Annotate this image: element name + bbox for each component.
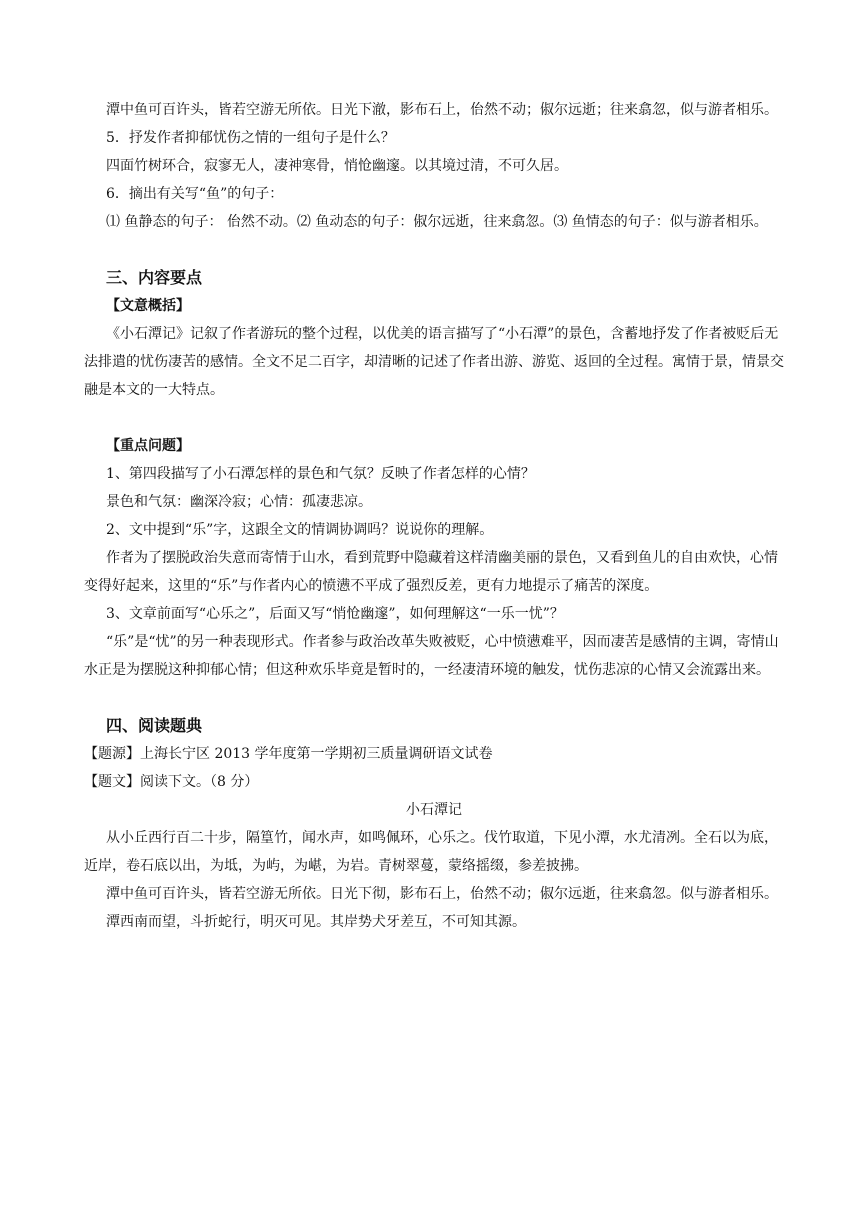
answer-6: ⑴ 鱼静态的句子： 佁然不动。⑵ 鱼动态的句子：俶尔远逝，往来翕忽。⑶ 鱼情态的句子：似与游者相乐。: [106, 214, 768, 230]
passage-title: 小石潭记: [406, 802, 462, 818]
question-5: 5．抒发作者抑郁忧伤之情的一组句子是什么？: [106, 130, 395, 146]
document-page: [84, 96, 784, 936]
passage-paragraph-2: 潭中鱼可百许头，皆若空游无所依。日光下彻，影布石上，佁然不动；俶尔远逝，往来翕忽。似与游者相乐。: [106, 886, 778, 902]
summary-heading: 【文意概括】: [106, 298, 190, 314]
question-source: 【题源】上海长宁区 2013 学年度第一学期初三质量调研语文试卷: [84, 746, 493, 762]
section-3-title: 三、内容要点: [106, 268, 203, 287]
key-question-1: 1、第四段描写了小石潭怎样的景色和气氛？反映了作者怎样的心情？: [106, 466, 535, 482]
passage-paragraph-3: 潭西南而望，斗折蛇行，明灭可见。其岸势犬牙差互，不可知其源。: [106, 914, 526, 930]
passage-paragraph-1: 从小丘西行百二十步，隔篁竹，闻水声，如鸣佩环，心乐之。伐竹取道，下见小潭，水尤清冽。全石以为底，近岸，卷石底以出，为坻，为屿，为嵁，为岩。青树翠蔓，蒙络摇缀，参差披拂。: [84, 830, 778, 874]
key-answer-3: “乐”是“忧”的另一种表现形式。作者参与政治改革失败被贬，心中愤懑难平，因而凄苦是感情的主调，寄情山水正是为摆脱这种抑郁心情；但这种欢乐毕竟是暂时的，一经凄清环境的触发，忧伤悲凉的心情又会流露出来。: [84, 634, 779, 678]
key-questions-heading: 【重点问题】: [106, 438, 190, 454]
summary-paragraph: 《小石潭记》记叙了作者游玩的整个过程，以优美的语言描写了“小石潭”的景色，含蓄地抒发了作者被贬后无法排遣的忧伤凄苦的感情。全文不足二百字，却清晰的记述了作者出游、游览、返回的全过程。寓情于景，情景交融是本文的一大特点。: [84, 326, 784, 398]
key-question-3: 3、文章前面写“心乐之”，后面又写“悄怆幽邃”，如何理解这“一乐一忧”？: [106, 606, 564, 622]
key-question-2: 2、文中提到“乐”字，这跟全文的情调协调吗？说说你的理解。: [106, 522, 494, 538]
spacer: [84, 404, 784, 432]
key-answer-2: 作者为了摆脱政治失意而寄情于山水，看到荒野中隐藏着这样清幽美丽的景色，又看到鱼儿的自由欢快，心情变得好起来，这里的“乐”与作者内心的愤懑不平成了强烈反差，更有力地提示了痛苦的深度。: [84, 550, 778, 594]
paragraph-fish-passage: 潭中鱼可百许头，皆若空游无所依。日光下澈，影布石上，佁然不动；俶尔远逝；往来翕忽，似与游者相乐。: [106, 102, 778, 118]
question-6: 6．摘出有关写“鱼”的句子：: [106, 186, 284, 202]
section-4-title: 四、阅读题典: [106, 716, 203, 735]
spacer: [84, 684, 784, 712]
question-prompt: 【题文】阅读下文。（8 分）: [84, 774, 259, 790]
spacer: [84, 236, 784, 264]
answer-5: 四面竹树环合，寂寥无人，凄神寒骨，悄怆幽邃。以其境过清，不可久居。: [106, 158, 568, 174]
key-answer-1: 景色和气氛：幽深冷寂；心情：孤凄悲凉。: [106, 494, 372, 510]
